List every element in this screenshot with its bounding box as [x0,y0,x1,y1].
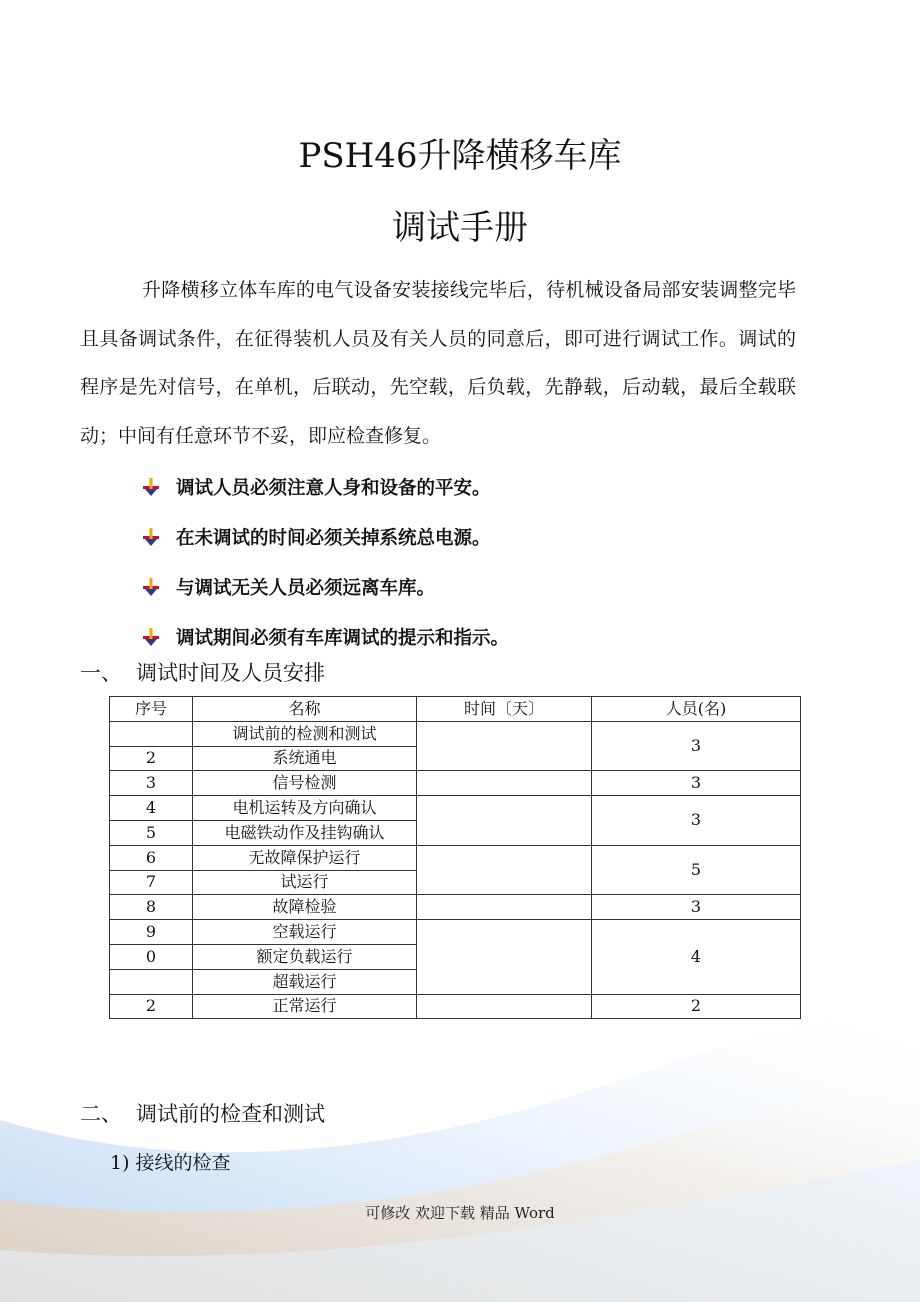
row-name: 空载运行 [193,920,417,945]
row-name: 电机运转及方向确认 [193,796,417,821]
intro-paragraph: 升降横移立体车库的电气设备安装接线完毕后，待机械设备局部安装调整完毕且具备调试条件，在征得装机人员及有关人员的同意后，即可进行调试工作。调试的程序是先对信号，在单机，后联动，先空载，后负载，先静载，后动载，最后全载联动；中间有任意环节不妥，即应检查修复。 [80,279,796,447]
row-name: 正常运行 [193,994,417,1019]
row-name: 电磁铁动作及挂钩确认 [193,820,417,845]
bullet-arrow-icon [140,476,162,498]
time-cell [417,920,592,994]
table-row [110,845,801,870]
row-name: 试运行 [193,870,417,895]
section-number: 二、 [80,1102,122,1126]
list-item [140,612,800,662]
list-item [140,512,800,562]
table-row [110,771,801,796]
row-number [110,721,193,746]
row-name: 故障检验 [193,895,417,920]
bullet-arrow-icon [140,626,162,648]
section-heading-2 [80,1098,325,1128]
header-cell: 名称 [193,697,417,722]
safety-bullet-list [140,462,800,662]
list-item [140,562,800,612]
header-cell: 序号 [110,697,193,722]
bullet-text: 在未调试的时间必须关掉系统总电源。 [176,528,491,549]
time-cell [417,796,592,846]
row-number: 2 [110,994,193,1019]
staff-cell: 3 [592,721,801,771]
staff-cell: 3 [592,895,801,920]
row-number: 3 [110,771,193,796]
staff-cell: 2 [592,994,801,1019]
footer-note: 可修改 欢迎下载 精品 Word [365,1204,555,1222]
schedule-table [109,696,801,1019]
row-number [110,969,193,994]
bullet-arrow-icon [140,576,162,598]
table-header-row [110,697,801,722]
row-number: 6 [110,845,193,870]
list-item [140,462,800,512]
row-name: 额定负载运行 [193,944,417,969]
row-number: 9 [110,920,193,945]
staff-cell: 4 [592,920,801,994]
row-number: 2 [110,746,193,771]
header-cell: 人员(名) [592,697,801,722]
section-heading-1 [80,657,325,687]
time-cell [417,721,592,771]
staff-cell: 3 [592,796,801,846]
bullet-arrow-icon [140,526,162,548]
table-row [110,895,801,920]
bullet-text: 与调试无关人员必须远离车库。 [176,578,436,599]
table-row [110,920,801,945]
row-name: 信号检测 [193,771,417,796]
row-name: 无故障保护运行 [193,845,417,870]
row-name: 超载运行 [193,969,417,994]
document-title: PSH46升降横移车库 [298,136,622,176]
row-number: 7 [110,870,193,895]
table-row [110,721,801,746]
time-cell [417,845,592,895]
row-name: 调试前的检测和测试 [193,721,417,746]
document-subtitle: 调试手册 [392,208,528,248]
table-row [110,994,801,1019]
section-title: 调试时间及人员安排 [136,661,325,685]
row-number: 8 [110,895,193,920]
section-title: 调试前的检查和测试 [136,1102,325,1126]
bullet-text: 调试人员必须注意人身和设备的平安。 [176,478,491,499]
time-cell [417,895,592,920]
staff-cell: 3 [592,771,801,796]
row-number: 0 [110,944,193,969]
subsection-heading: 1) 接线的检查 [110,1152,231,1174]
time-cell [417,771,592,796]
section-number: 一、 [80,661,122,685]
staff-cell: 5 [592,845,801,895]
table-row [110,796,801,821]
row-number: 4 [110,796,193,821]
row-number: 5 [110,820,193,845]
header-cell: 时间〔天〕 [417,697,592,722]
row-name: 系统通电 [193,746,417,771]
bullet-text: 调试期间必须有车库调试的提示和指示。 [176,628,510,649]
time-cell [417,994,592,1019]
